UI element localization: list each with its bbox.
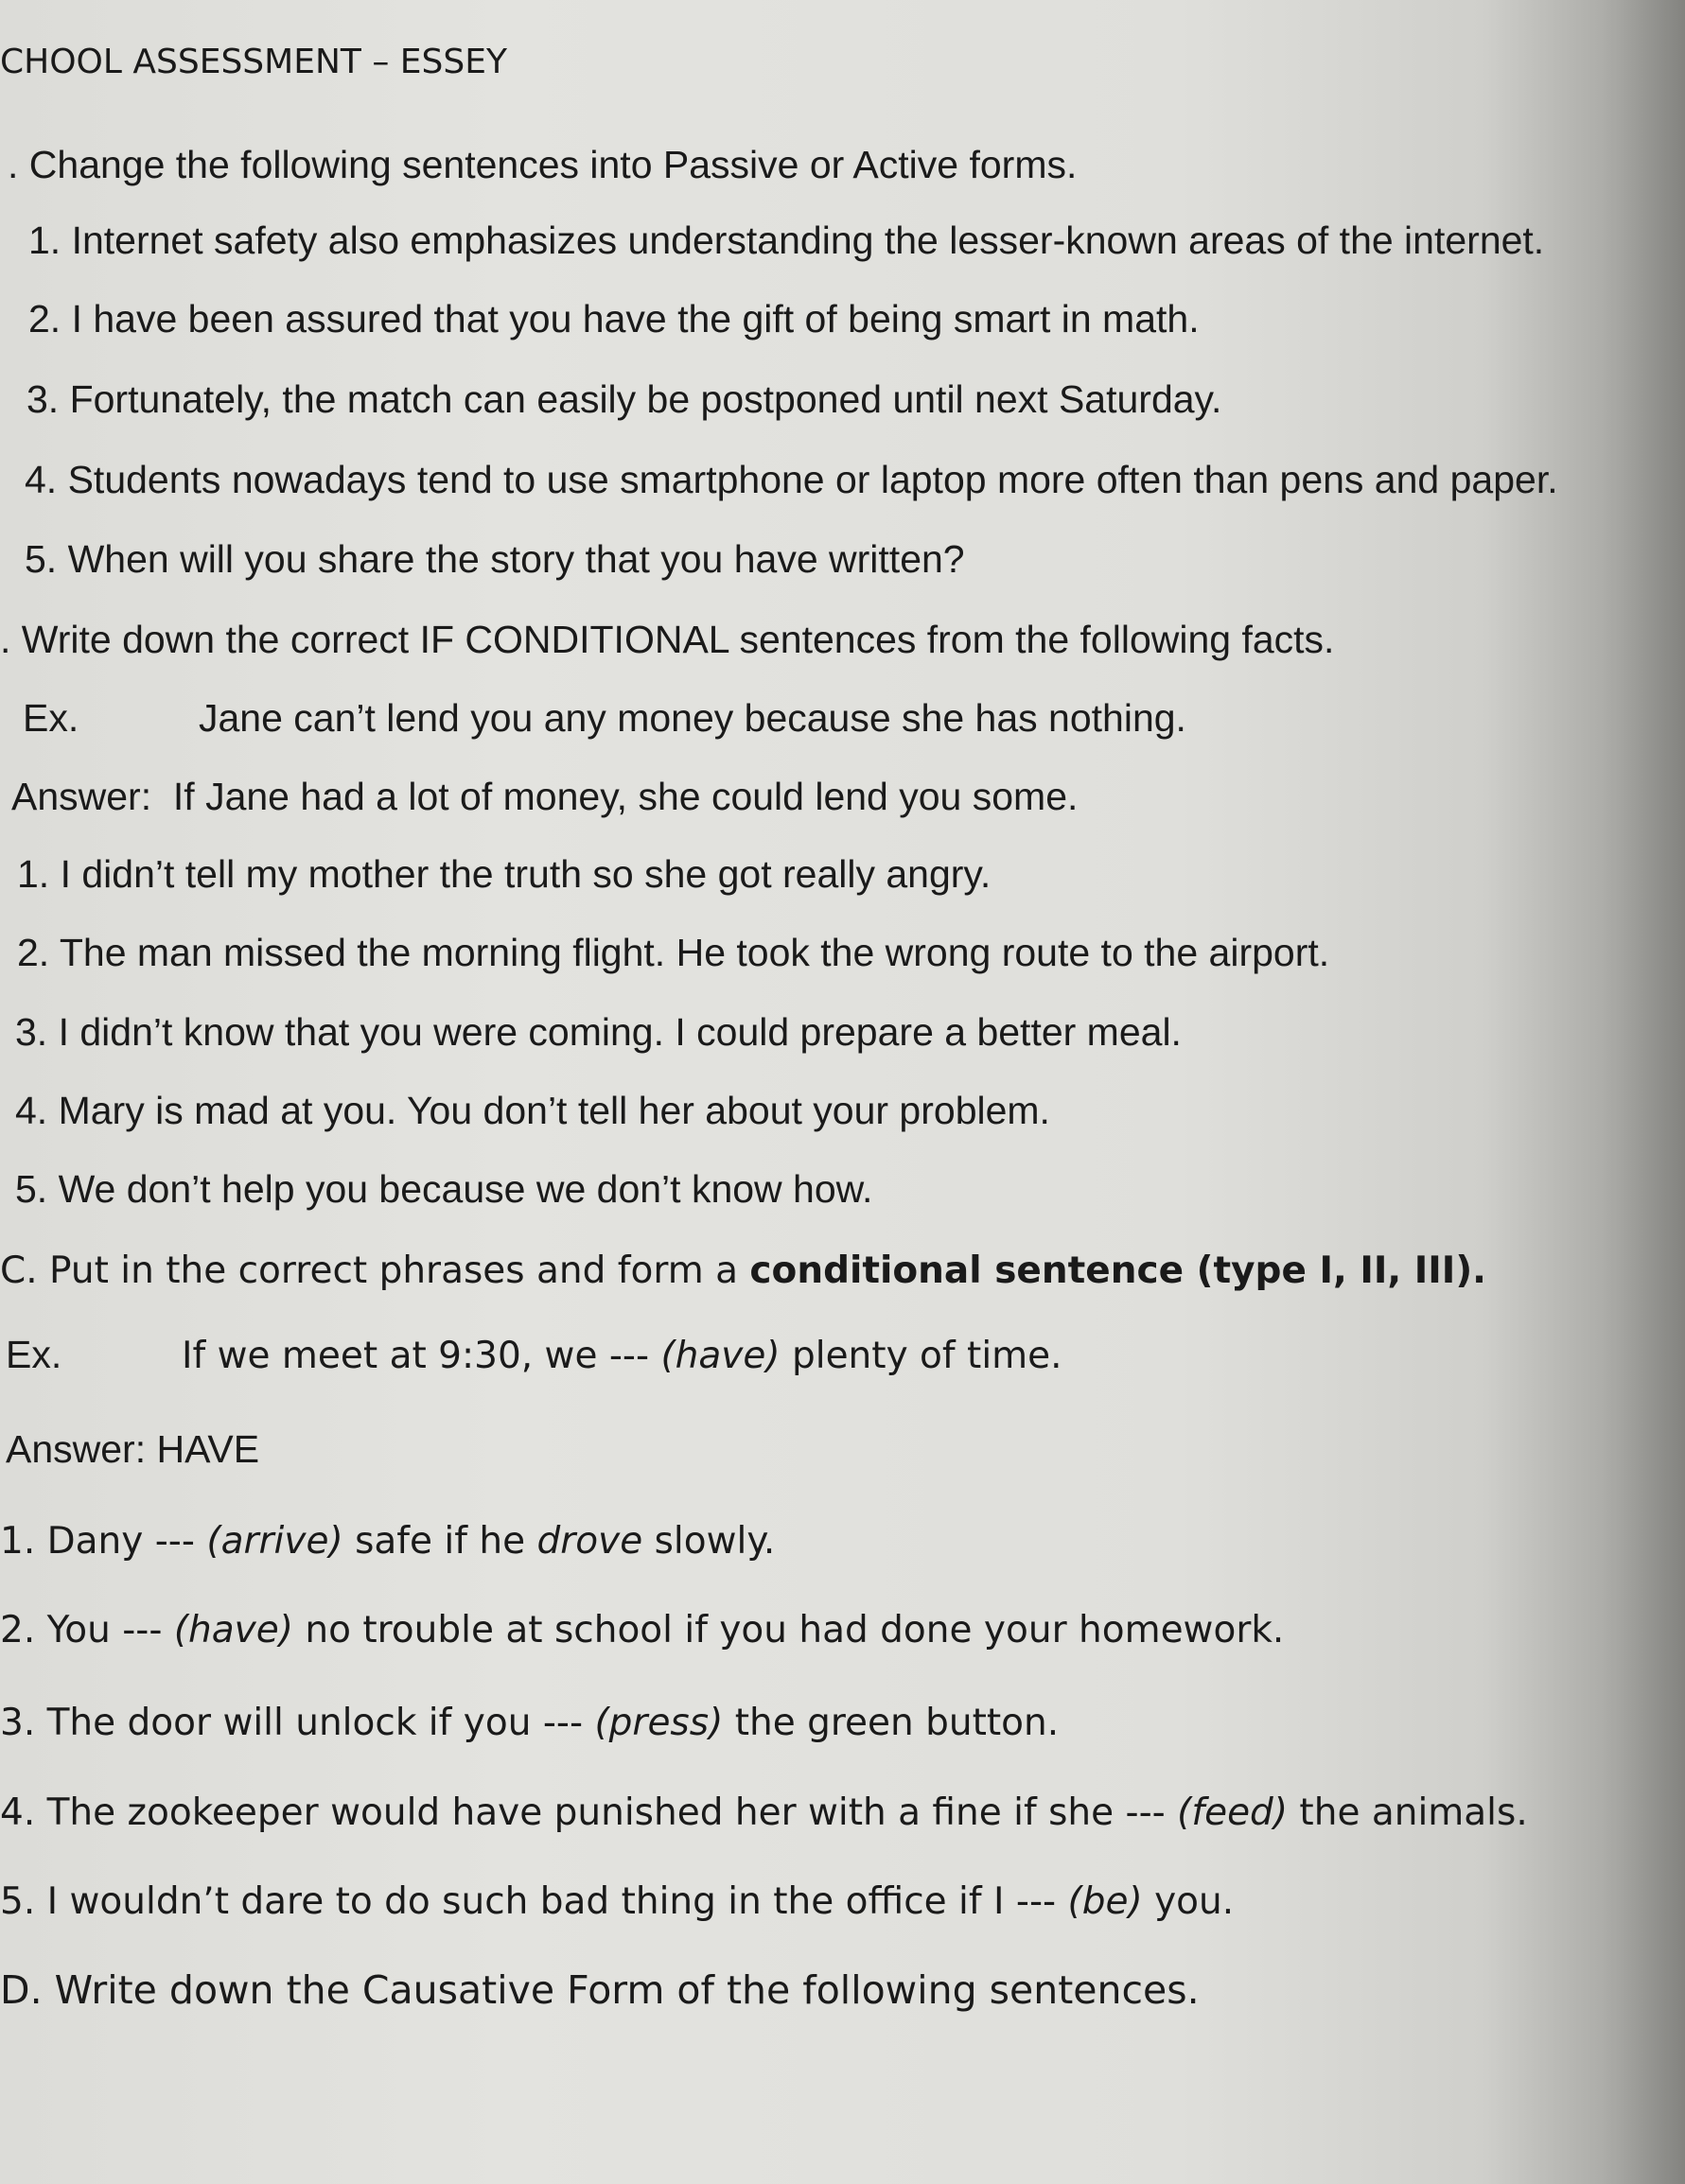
item-verb: (feed) — [1177, 1791, 1289, 1834]
section-b-item-5: 5. We don’t help you because we don’t know how. — [15, 1167, 873, 1211]
section-a-item-1: 1. Internet safety also emphasizes understanding the lesser-known areas of the internet. — [28, 218, 1545, 262]
section-c-heading-bold: conditional sentence (type I, II, III). — [749, 1249, 1486, 1292]
item-verb: (arrive) — [206, 1520, 343, 1563]
section-b-item-1: 1. I didn’t tell my mother the truth so she got really angry. — [17, 852, 992, 896]
item-middle: safe if he — [342, 1520, 537, 1563]
example-label: Ex. — [6, 1333, 62, 1376]
section-c-item-5 — [0, 1879, 1234, 1925]
item-before: 5. I wouldn’t dare to do such bad thing in the office if I --- — [0, 1880, 1068, 1923]
section-c-heading — [0, 1249, 1486, 1294]
item-before: 1. Dany --- — [0, 1520, 207, 1563]
example-text: Jane can’t lend you any money because she has nothing. — [199, 696, 1186, 740]
section-b-item-2: 2. The man missed the morning flight. He took the wrong route to the airport. — [17, 931, 1330, 974]
section-a-item-5: 5. When will you share the story that you have written? — [25, 537, 965, 581]
example-after: plenty of time. — [780, 1335, 1062, 1377]
item-before: 2. You --- — [0, 1609, 174, 1651]
section-c-item-2 — [0, 1608, 1284, 1653]
item-before: 3. The door will unlock if you --- — [0, 1702, 595, 1744]
item-after: slowly. — [642, 1520, 776, 1563]
section-a-item-3: 3. Fortunately, the match can easily be postponed until next Saturday. — [26, 377, 1222, 421]
section-b-example — [23, 695, 1186, 741]
section-b-item-3: 3. I didn’t know that you were coming. I could prepare a better meal. — [15, 1010, 1182, 1054]
example-label: Ex. — [23, 696, 79, 740]
item-verb: (have) — [173, 1609, 293, 1651]
section-c-heading-text: C. Put in the correct phrases and form a — [0, 1249, 750, 1292]
section-a-item-4: 4. Students nowadays tend to use smartphone or laptop more often than pens and paper. — [25, 458, 1558, 501]
section-a-item-2: 2. I have been assured that you have the gift of being smart in math. — [28, 297, 1200, 341]
section-c-answer: Answer: HAVE — [6, 1427, 260, 1471]
section-b-answer — [11, 774, 1078, 819]
section-b-item-4: 4. Mary is mad at you. You don’t tell her about your problem. — [15, 1089, 1050, 1132]
page-edge-shadow — [1600, 0, 1685, 2184]
section-d-heading: D. Write down the Causative Form of the following sentences. — [0, 1967, 1200, 2013]
item-verb: (be) — [1067, 1880, 1143, 1923]
section-c-item-4 — [0, 1791, 1528, 1836]
item-after: the green button. — [723, 1702, 1060, 1744]
example-before: If we meet at 9:30, we --- — [182, 1335, 661, 1377]
item-after: no trouble at school if you had done your homework. — [292, 1609, 1285, 1651]
section-c-item-3 — [0, 1701, 1059, 1746]
item-verb-2: drove — [536, 1520, 643, 1563]
item-before: 4. The zookeeper would have punished her with a fine if she --- — [0, 1791, 1178, 1834]
section-c-item-1 — [0, 1519, 775, 1564]
document-title: CHOOL ASSESSMENT – ESSEY — [0, 43, 507, 81]
section-c-example — [6, 1332, 1062, 1379]
item-after: the animals. — [1288, 1791, 1528, 1834]
section-b-heading: . Write down the correct IF CONDITIONAL sentences from the following facts. — [0, 618, 1335, 661]
item-verb: (press) — [594, 1702, 724, 1744]
answer-label: Answer: — [11, 775, 152, 818]
section-a-heading: . Change the following sentences into Passive or Active forms. — [8, 143, 1078, 186]
answer-text: If Jane had a lot of money, she could lend you some. — [172, 775, 1079, 818]
example-verb: (have) — [660, 1335, 781, 1377]
item-after: you. — [1142, 1880, 1235, 1923]
